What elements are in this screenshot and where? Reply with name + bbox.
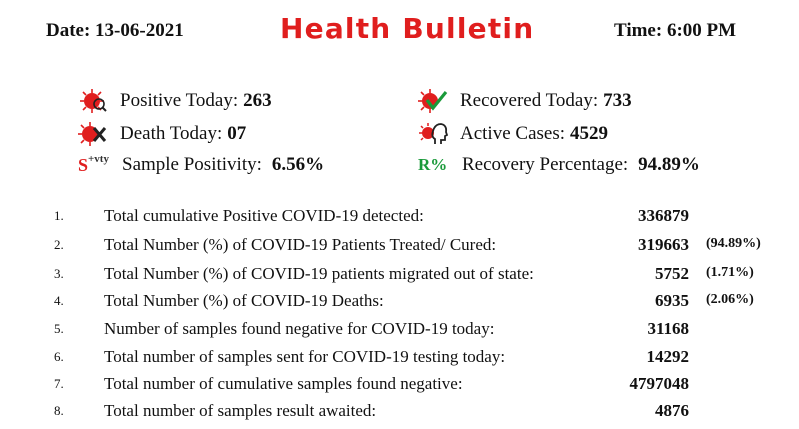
table-row	[0, 206, 799, 234]
active-cases-value: 4529	[570, 123, 609, 144]
recovery-percentage-value: 94.89%	[638, 154, 700, 175]
sample-positivity-label: Sample Positivity:	[122, 154, 262, 175]
table-row	[0, 347, 799, 375]
row-percentage: (1.71%)	[706, 265, 754, 280]
sample-positivity-value: 6.56%	[271, 154, 325, 175]
active-cases-label: Active Cases:	[460, 123, 566, 144]
death-today-value: 07	[227, 123, 247, 144]
row-number: 2.	[54, 237, 64, 252]
row-value: 319663	[638, 235, 689, 254]
row-value: 4797048	[629, 374, 689, 393]
summary-active-cases	[418, 121, 608, 147]
row-number: 3.	[54, 266, 64, 281]
row-value: 6935	[655, 291, 689, 310]
bulletin-date: Date: 13-06-2021	[46, 20, 184, 41]
row-description: Total Number (%) of COVID-19 patients migrated out of state:	[104, 264, 534, 283]
virus-head-icon	[418, 121, 448, 147]
row-description: Number of samples found negative for COVID-19 today:	[104, 319, 495, 338]
recovery-percentage-icon: R%	[418, 155, 448, 174]
positive-today-value: 263	[243, 90, 272, 111]
summary-recovered-today	[418, 88, 632, 114]
row-description: Total number of samples result awaited:	[104, 401, 377, 420]
row-number: 8.	[54, 403, 64, 418]
row-number: 5.	[54, 321, 64, 336]
summary-positive-today	[78, 88, 272, 114]
row-value: 31168	[647, 319, 689, 338]
row-percentage: (94.89%)	[706, 236, 761, 251]
row-description: Total cumulative Positive COVID-19 detected:	[104, 206, 424, 225]
page-title: Health Bulletin	[280, 12, 535, 45]
row-value: 4876	[655, 401, 689, 420]
table-row	[0, 235, 799, 263]
row-number: 4.	[54, 293, 64, 308]
row-description: Total number of samples sent for COVID-19 testing today:	[104, 347, 506, 366]
row-value: 14292	[646, 347, 689, 366]
row-description: Total number of cumulative samples found negative:	[104, 374, 463, 393]
virus-positive-icon	[78, 88, 108, 114]
row-value: 5752	[655, 264, 689, 283]
row-number: 7.	[54, 376, 64, 391]
row-percentage: (2.06%)	[706, 292, 754, 307]
table-row	[0, 264, 799, 292]
summary-panel	[0, 88, 799, 188]
row-number: 1.	[54, 208, 64, 223]
table-row	[0, 319, 799, 347]
summary-recovery-percentage	[418, 154, 700, 176]
row-number: 6.	[54, 349, 64, 364]
row-description: Total Number (%) of COVID-19 Patients Treated/ Cured:	[104, 235, 497, 254]
recovered-today-value: 733	[603, 90, 632, 111]
summary-sample-positivity	[78, 154, 324, 176]
bulletin-time: Time: 6:00 PM	[614, 20, 737, 41]
sample-positivity-icon: $S^{+vty}$	[78, 152, 109, 175]
table-row	[0, 291, 799, 319]
row-description: Total Number (%) of COVID-19 Deaths:	[104, 291, 384, 310]
table-row	[0, 374, 799, 402]
virus-death-icon	[78, 121, 108, 147]
row-value: 336879	[638, 206, 689, 225]
positive-today-label: Positive Today:	[120, 90, 239, 111]
recovery-percentage-label: Recovery Percentage:	[462, 154, 629, 175]
table-row	[0, 401, 799, 429]
virus-check-icon	[418, 88, 448, 114]
death-today-label: Death Today:	[120, 123, 223, 144]
recovered-today-label: Recovered Today:	[460, 90, 599, 111]
summary-death-today	[78, 121, 246, 147]
